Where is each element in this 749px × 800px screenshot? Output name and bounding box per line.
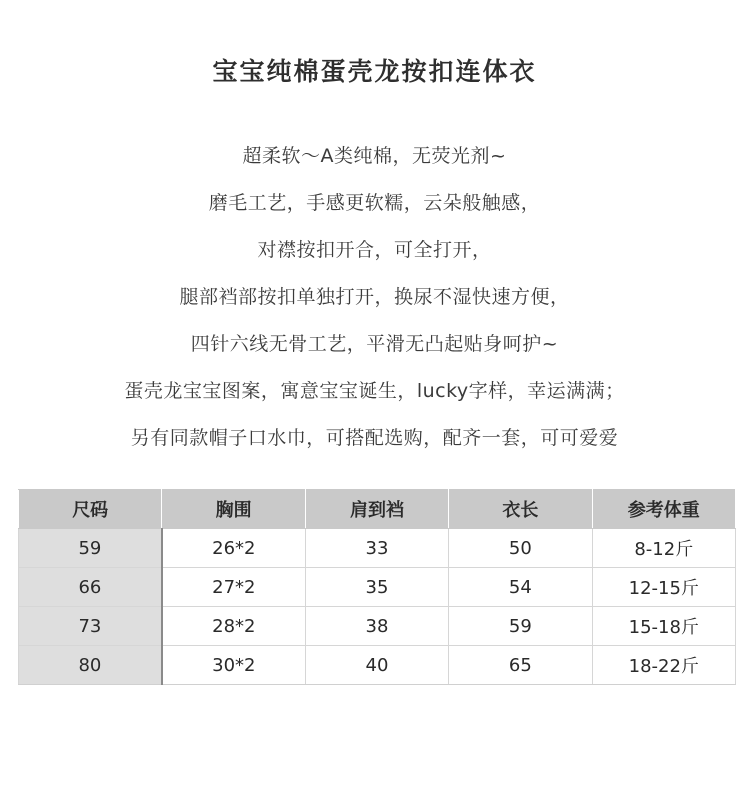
description-line: 磨毛工艺，手感更软糯，云朵般触感， [208, 192, 541, 214]
cell-weight: 12-15斤 [592, 568, 735, 607]
header-chest: 胸围 [162, 490, 305, 529]
description-line: 四针六线无骨工艺，平滑无凸起贴身呵护~ [190, 333, 559, 355]
cell-size: 59 [19, 529, 162, 568]
table-row [19, 529, 736, 568]
cell-shoulder-to-crotch: 35 [305, 568, 448, 607]
product-description [0, 136, 749, 465]
description-line: 蛋壳龙宝宝图案，寓意宝宝诞生，lucky字样，幸运满满； [124, 380, 625, 402]
cell-size: 80 [19, 646, 162, 685]
size-chart-table [18, 489, 736, 685]
cell-chest: 27*2 [162, 568, 305, 607]
cell-size: 66 [19, 568, 162, 607]
header-length: 衣长 [449, 490, 592, 529]
cell-size: 73 [19, 607, 162, 646]
cell-length: 59 [449, 607, 592, 646]
cell-length: 54 [449, 568, 592, 607]
cell-length: 50 [449, 529, 592, 568]
cell-shoulder-to-crotch: 38 [305, 607, 448, 646]
description-line: 另有同款帽子口水巾，可搭配选购，配齐一套，可可爱爱 [130, 427, 619, 449]
description-line: 对襟按扣开合，可全打开， [257, 239, 492, 261]
product-title: 宝宝纯棉蛋壳龙按扣连体衣 [212, 57, 537, 86]
table-row [19, 568, 736, 607]
cell-shoulder-to-crotch: 33 [305, 529, 448, 568]
table-row [19, 646, 736, 685]
cell-shoulder-to-crotch: 40 [305, 646, 448, 685]
description-line: 超柔软～A类纯棉，无荧光剂~ [242, 145, 507, 167]
cell-length: 65 [449, 646, 592, 685]
header-weight: 参考体重 [592, 490, 735, 529]
cell-chest: 26*2 [162, 529, 305, 568]
table-row [19, 607, 736, 646]
cell-chest: 30*2 [162, 646, 305, 685]
header-shoulder-to-crotch: 肩到裆 [305, 490, 448, 529]
cell-weight: 8-12斤 [592, 529, 735, 568]
header-size: 尺码 [19, 490, 162, 529]
table-header-row [19, 490, 736, 529]
description-line: 腿部裆部按扣单独打开，换尿不湿快速方便， [179, 286, 570, 308]
cell-weight: 15-18斤 [592, 607, 735, 646]
cell-chest: 28*2 [162, 607, 305, 646]
cell-weight: 18-22斤 [592, 646, 735, 685]
